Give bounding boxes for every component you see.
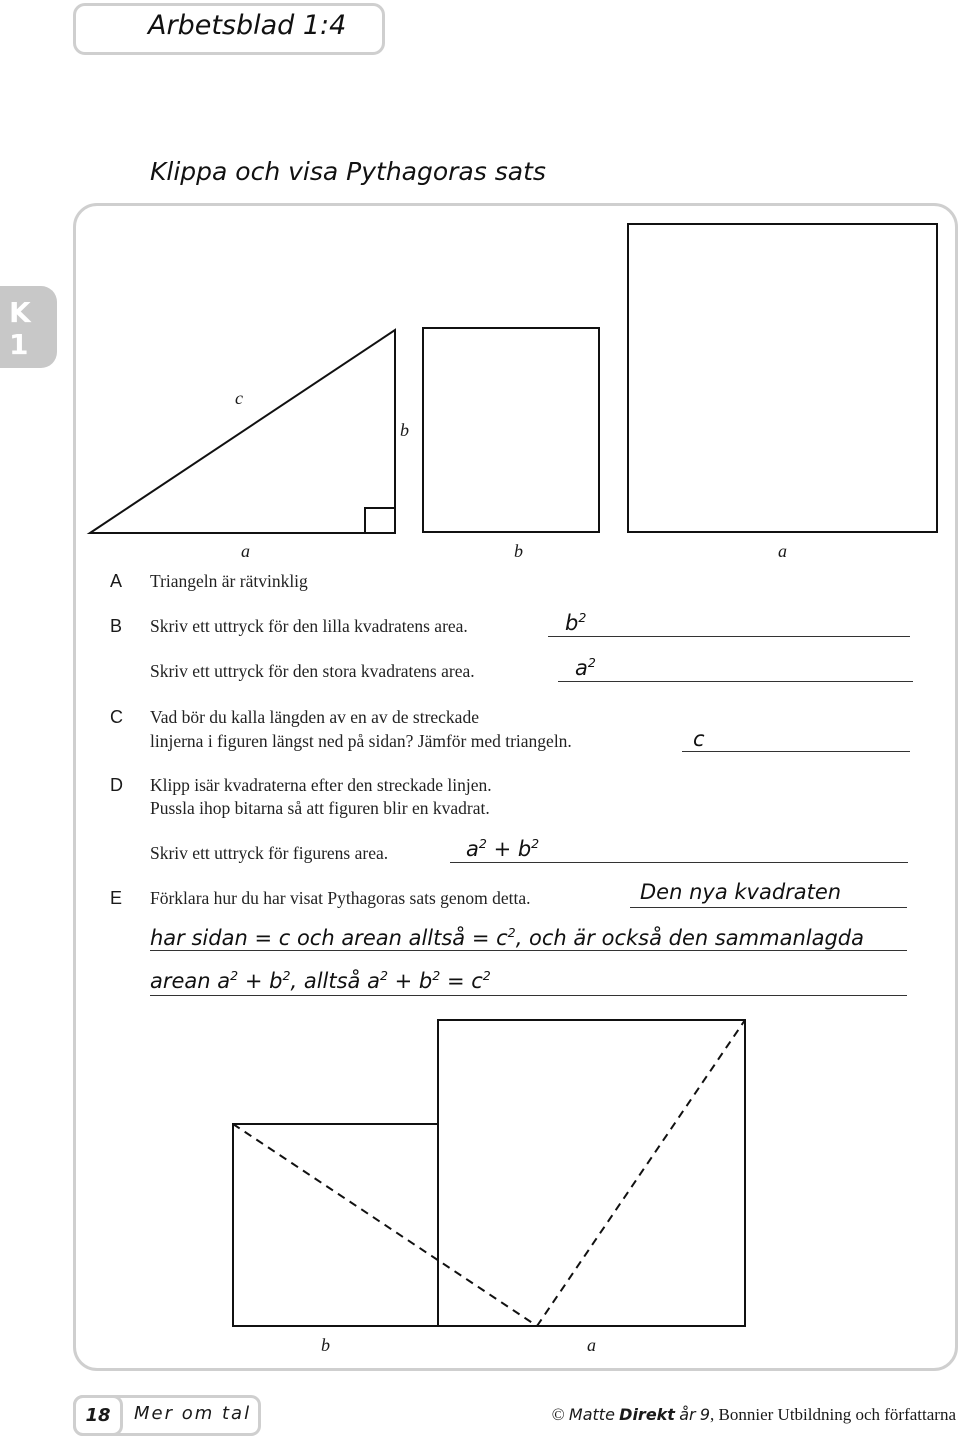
answer-line-b2 (558, 681, 913, 682)
question-b-text-2: Skriv ett uttryck för den stora kvadratens area. (150, 661, 475, 681)
answer-e-line-2: har sidan = c och arean alltså = $c^2$, och är också den sammanlagda (150, 925, 865, 950)
right-triangle (90, 330, 395, 533)
bottom-label-b: b (321, 1335, 330, 1355)
label-a-square: a (778, 541, 787, 561)
worksheet-title: Arbetsblad 1:4 (148, 10, 347, 41)
question-letter-d: D (110, 775, 123, 795)
question-letter-c: C (110, 707, 123, 727)
page-heading: Klippa och visa Pythagoras sats (150, 157, 546, 186)
label-c: c (235, 388, 243, 408)
chapter-tab-number: 1 (9, 328, 29, 361)
question-c-text-1: Vad bör du kalla längden av en av de streckade (150, 707, 479, 727)
right-angle-mark (365, 508, 395, 533)
answer-b1: $b^2$ (565, 610, 587, 635)
question-d-text-1: Klipp isär kvadraterna efter den streckade linjen. (150, 775, 492, 795)
small-square (423, 328, 599, 532)
answer-e-line-1: Den nya kvadraten (640, 880, 842, 904)
label-b-square: b (514, 541, 523, 561)
dashed-line-left (233, 1124, 537, 1326)
footer-series: Mer om tal (134, 1403, 252, 1424)
footer-credit: © Matte Direkt år 9, Bonnier Utbildning och författarna (551, 1405, 956, 1424)
label-b-side: b (400, 420, 409, 440)
page-number: 18 (73, 1395, 123, 1436)
bottom-large-square (438, 1020, 745, 1326)
answer-d: $a^2 + b^2$ (466, 836, 540, 861)
question-letter-a: A (110, 571, 123, 591)
question-d-text-2: Pussla ihop bitarna så att figuren blir en kvadrat. (150, 798, 490, 818)
answer-line-c (682, 751, 910, 752)
answer-b2: $a^2$ (575, 655, 596, 680)
large-square (628, 224, 937, 532)
question-b-text-1: Skriv ett uttryck för den lilla kvadratens area. (150, 616, 468, 636)
bottom-small-square (233, 1124, 438, 1326)
question-letter-e: E (110, 888, 123, 908)
chapter-tab-letter: K (9, 296, 31, 329)
copyright-symbol: © (551, 1405, 565, 1424)
dashed-line-right (537, 1020, 745, 1326)
answer-line-e3 (150, 995, 907, 996)
answer-line-d (450, 862, 908, 863)
question-d-text-3: Skriv ett uttryck för figurens area. (150, 843, 389, 863)
question-letter-b: B (110, 616, 123, 636)
answer-line-e1 (630, 907, 907, 908)
bottom-label-a: a (587, 1335, 596, 1355)
label-a-triangle: a (241, 541, 250, 561)
question-e-text: Förklara hur du har visat Pythagoras sats genom detta. (150, 888, 531, 908)
question-c-text-2: linjerna i figuren längst ned på sidan? Jämför med triangeln. (150, 731, 572, 751)
answer-line-b1 (548, 636, 910, 637)
question-a-text: Triangeln är rätvinklig (150, 571, 308, 591)
answer-c: c (693, 727, 705, 751)
answer-line-e2 (150, 950, 907, 951)
answer-e-line-3: arean $a^2 + b^2$, alltså $a^2 + b^2 = c^2$ (150, 968, 491, 993)
footer-publisher: , Bonnier Utbildning och författarna (710, 1405, 956, 1424)
